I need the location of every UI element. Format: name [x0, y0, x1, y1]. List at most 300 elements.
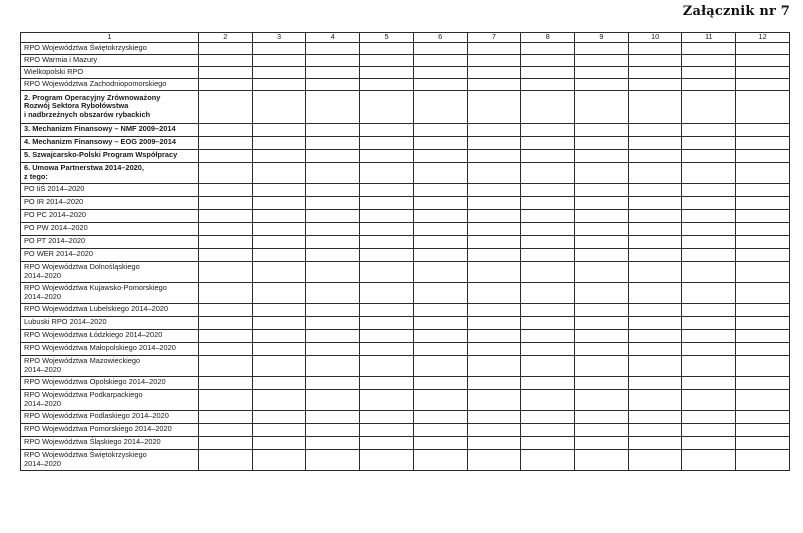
value-cell[interactable]	[521, 209, 575, 222]
value-cell[interactable]	[575, 222, 629, 235]
value-cell[interactable]	[306, 423, 360, 436]
value-cell[interactable]	[736, 162, 790, 183]
value-cell[interactable]	[521, 355, 575, 376]
value-cell[interactable]	[467, 248, 521, 261]
value-cell[interactable]	[628, 342, 682, 355]
value-cell[interactable]	[360, 90, 414, 123]
value-cell[interactable]	[306, 303, 360, 316]
value-cell[interactable]	[467, 261, 521, 282]
value-cell[interactable]	[682, 248, 736, 261]
value-cell[interactable]	[360, 209, 414, 222]
value-cell[interactable]	[306, 376, 360, 389]
value-cell[interactable]	[628, 248, 682, 261]
value-cell[interactable]	[682, 90, 736, 123]
value-cell[interactable]	[360, 248, 414, 261]
value-cell[interactable]	[628, 209, 682, 222]
value-cell[interactable]	[575, 123, 629, 136]
value-cell[interactable]	[413, 436, 467, 449]
value-cell[interactable]	[521, 389, 575, 410]
value-cell[interactable]	[199, 196, 253, 209]
value-cell[interactable]	[252, 355, 306, 376]
value-cell[interactable]	[252, 376, 306, 389]
value-cell[interactable]	[252, 183, 306, 196]
value-cell[interactable]	[682, 316, 736, 329]
value-cell[interactable]	[575, 389, 629, 410]
value-cell[interactable]	[199, 183, 253, 196]
value-cell[interactable]	[467, 316, 521, 329]
value-cell[interactable]	[575, 303, 629, 316]
value-cell[interactable]	[467, 42, 521, 54]
value-cell[interactable]	[682, 183, 736, 196]
value-cell[interactable]	[682, 282, 736, 303]
value-cell[interactable]	[413, 196, 467, 209]
value-cell[interactable]	[413, 235, 467, 248]
value-cell[interactable]	[413, 222, 467, 235]
value-cell[interactable]	[575, 209, 629, 222]
value-cell[interactable]	[628, 261, 682, 282]
value-cell[interactable]	[252, 42, 306, 54]
value-cell[interactable]	[413, 123, 467, 136]
value-cell[interactable]	[628, 196, 682, 209]
value-cell[interactable]	[521, 235, 575, 248]
value-cell[interactable]	[682, 423, 736, 436]
value-cell[interactable]	[682, 355, 736, 376]
value-cell[interactable]	[306, 54, 360, 66]
value-cell[interactable]	[199, 423, 253, 436]
value-cell[interactable]	[413, 162, 467, 183]
value-cell[interactable]	[360, 183, 414, 196]
value-cell[interactable]	[306, 355, 360, 376]
value-cell[interactable]	[467, 282, 521, 303]
value-cell[interactable]	[252, 54, 306, 66]
value-cell[interactable]	[360, 136, 414, 149]
value-cell[interactable]	[521, 449, 575, 470]
value-cell[interactable]	[521, 303, 575, 316]
value-cell[interactable]	[467, 389, 521, 410]
value-cell[interactable]	[413, 376, 467, 389]
value-cell[interactable]	[306, 436, 360, 449]
value-cell[interactable]	[467, 90, 521, 123]
value-cell[interactable]	[413, 342, 467, 355]
value-cell[interactable]	[252, 123, 306, 136]
value-cell[interactable]	[199, 66, 253, 78]
value-cell[interactable]	[521, 54, 575, 66]
value-cell[interactable]	[628, 235, 682, 248]
value-cell[interactable]	[306, 66, 360, 78]
value-cell[interactable]	[360, 342, 414, 355]
value-cell[interactable]	[628, 329, 682, 342]
value-cell[interactable]	[360, 149, 414, 162]
value-cell[interactable]	[413, 66, 467, 78]
value-cell[interactable]	[360, 162, 414, 183]
value-cell[interactable]	[736, 54, 790, 66]
value-cell[interactable]	[736, 66, 790, 78]
value-cell[interactable]	[360, 449, 414, 470]
value-cell[interactable]	[736, 149, 790, 162]
value-cell[interactable]	[575, 410, 629, 423]
value-cell[interactable]	[252, 66, 306, 78]
value-cell[interactable]	[467, 329, 521, 342]
value-cell[interactable]	[736, 248, 790, 261]
value-cell[interactable]	[682, 389, 736, 410]
value-cell[interactable]	[360, 222, 414, 235]
value-cell[interactable]	[575, 423, 629, 436]
value-cell[interactable]	[682, 196, 736, 209]
value-cell[interactable]	[628, 136, 682, 149]
value-cell[interactable]	[628, 423, 682, 436]
value-cell[interactable]	[521, 183, 575, 196]
value-cell[interactable]	[306, 42, 360, 54]
value-cell[interactable]	[413, 282, 467, 303]
value-cell[interactable]	[575, 149, 629, 162]
value-cell[interactable]	[736, 389, 790, 410]
value-cell[interactable]	[252, 248, 306, 261]
value-cell[interactable]	[682, 261, 736, 282]
value-cell[interactable]	[521, 123, 575, 136]
value-cell[interactable]	[413, 42, 467, 54]
value-cell[interactable]	[575, 136, 629, 149]
value-cell[interactable]	[199, 78, 253, 90]
value-cell[interactable]	[575, 316, 629, 329]
value-cell[interactable]	[199, 261, 253, 282]
value-cell[interactable]	[413, 355, 467, 376]
value-cell[interactable]	[467, 423, 521, 436]
value-cell[interactable]	[736, 78, 790, 90]
value-cell[interactable]	[360, 329, 414, 342]
value-cell[interactable]	[628, 123, 682, 136]
value-cell[interactable]	[306, 248, 360, 261]
value-cell[interactable]	[628, 355, 682, 376]
value-cell[interactable]	[360, 54, 414, 66]
value-cell[interactable]	[682, 410, 736, 423]
value-cell[interactable]	[306, 329, 360, 342]
value-cell[interactable]	[413, 209, 467, 222]
value-cell[interactable]	[682, 66, 736, 78]
value-cell[interactable]	[575, 342, 629, 355]
value-cell[interactable]	[736, 196, 790, 209]
value-cell[interactable]	[467, 376, 521, 389]
value-cell[interactable]	[306, 90, 360, 123]
value-cell[interactable]	[413, 329, 467, 342]
value-cell[interactable]	[199, 235, 253, 248]
value-cell[interactable]	[575, 355, 629, 376]
value-cell[interactable]	[736, 136, 790, 149]
value-cell[interactable]	[682, 449, 736, 470]
value-cell[interactable]	[252, 136, 306, 149]
value-cell[interactable]	[360, 355, 414, 376]
value-cell[interactable]	[682, 222, 736, 235]
value-cell[interactable]	[575, 376, 629, 389]
value-cell[interactable]	[252, 222, 306, 235]
value-cell[interactable]	[413, 90, 467, 123]
value-cell[interactable]	[467, 303, 521, 316]
value-cell[interactable]	[682, 123, 736, 136]
value-cell[interactable]	[467, 183, 521, 196]
value-cell[interactable]	[736, 222, 790, 235]
value-cell[interactable]	[736, 90, 790, 123]
value-cell[interactable]	[413, 183, 467, 196]
value-cell[interactable]	[413, 423, 467, 436]
value-cell[interactable]	[521, 42, 575, 54]
value-cell[interactable]	[306, 183, 360, 196]
value-cell[interactable]	[467, 162, 521, 183]
value-cell[interactable]	[306, 136, 360, 149]
value-cell[interactable]	[682, 42, 736, 54]
value-cell[interactable]	[575, 329, 629, 342]
value-cell[interactable]	[252, 436, 306, 449]
value-cell[interactable]	[628, 449, 682, 470]
value-cell[interactable]	[199, 329, 253, 342]
value-cell[interactable]	[736, 376, 790, 389]
value-cell[interactable]	[199, 123, 253, 136]
value-cell[interactable]	[413, 316, 467, 329]
value-cell[interactable]	[521, 410, 575, 423]
value-cell[interactable]	[306, 342, 360, 355]
value-cell[interactable]	[575, 162, 629, 183]
value-cell[interactable]	[306, 162, 360, 183]
value-cell[interactable]	[736, 235, 790, 248]
value-cell[interactable]	[252, 261, 306, 282]
value-cell[interactable]	[360, 196, 414, 209]
value-cell[interactable]	[521, 149, 575, 162]
value-cell[interactable]	[736, 261, 790, 282]
value-cell[interactable]	[682, 436, 736, 449]
value-cell[interactable]	[736, 183, 790, 196]
value-cell[interactable]	[252, 316, 306, 329]
value-cell[interactable]	[252, 209, 306, 222]
value-cell[interactable]	[628, 282, 682, 303]
value-cell[interactable]	[521, 196, 575, 209]
value-cell[interactable]	[575, 449, 629, 470]
value-cell[interactable]	[521, 329, 575, 342]
value-cell[interactable]	[252, 449, 306, 470]
value-cell[interactable]	[199, 355, 253, 376]
value-cell[interactable]	[521, 423, 575, 436]
value-cell[interactable]	[252, 196, 306, 209]
value-cell[interactable]	[467, 136, 521, 149]
value-cell[interactable]	[306, 316, 360, 329]
value-cell[interactable]	[199, 410, 253, 423]
value-cell[interactable]	[682, 209, 736, 222]
value-cell[interactable]	[360, 78, 414, 90]
value-cell[interactable]	[467, 78, 521, 90]
value-cell[interactable]	[413, 54, 467, 66]
value-cell[interactable]	[575, 90, 629, 123]
value-cell[interactable]	[521, 376, 575, 389]
value-cell[interactable]	[575, 66, 629, 78]
value-cell[interactable]	[575, 54, 629, 66]
value-cell[interactable]	[628, 436, 682, 449]
value-cell[interactable]	[736, 303, 790, 316]
value-cell[interactable]	[360, 123, 414, 136]
value-cell[interactable]	[199, 42, 253, 54]
value-cell[interactable]	[306, 222, 360, 235]
value-cell[interactable]	[682, 136, 736, 149]
value-cell[interactable]	[467, 123, 521, 136]
value-cell[interactable]	[467, 355, 521, 376]
value-cell[interactable]	[575, 436, 629, 449]
value-cell[interactable]	[413, 248, 467, 261]
value-cell[interactable]	[413, 303, 467, 316]
value-cell[interactable]	[521, 342, 575, 355]
value-cell[interactable]	[521, 261, 575, 282]
value-cell[interactable]	[467, 149, 521, 162]
value-cell[interactable]	[575, 248, 629, 261]
value-cell[interactable]	[628, 222, 682, 235]
value-cell[interactable]	[360, 423, 414, 436]
value-cell[interactable]	[628, 316, 682, 329]
value-cell[interactable]	[306, 209, 360, 222]
value-cell[interactable]	[252, 303, 306, 316]
value-cell[interactable]	[736, 209, 790, 222]
value-cell[interactable]	[628, 389, 682, 410]
value-cell[interactable]	[682, 235, 736, 248]
value-cell[interactable]	[575, 42, 629, 54]
value-cell[interactable]	[467, 449, 521, 470]
value-cell[interactable]	[199, 248, 253, 261]
value-cell[interactable]	[306, 449, 360, 470]
value-cell[interactable]	[682, 162, 736, 183]
value-cell[interactable]	[736, 342, 790, 355]
value-cell[interactable]	[682, 303, 736, 316]
value-cell[interactable]	[199, 90, 253, 123]
value-cell[interactable]	[736, 423, 790, 436]
value-cell[interactable]	[628, 410, 682, 423]
value-cell[interactable]	[360, 316, 414, 329]
value-cell[interactable]	[413, 410, 467, 423]
value-cell[interactable]	[682, 342, 736, 355]
value-cell[interactable]	[575, 183, 629, 196]
value-cell[interactable]	[252, 149, 306, 162]
value-cell[interactable]	[252, 342, 306, 355]
value-cell[interactable]	[521, 162, 575, 183]
value-cell[interactable]	[306, 196, 360, 209]
value-cell[interactable]	[575, 78, 629, 90]
value-cell[interactable]	[467, 222, 521, 235]
value-cell[interactable]	[360, 282, 414, 303]
value-cell[interactable]	[575, 196, 629, 209]
value-cell[interactable]	[736, 355, 790, 376]
value-cell[interactable]	[306, 261, 360, 282]
value-cell[interactable]	[306, 282, 360, 303]
value-cell[interactable]	[306, 149, 360, 162]
value-cell[interactable]	[736, 449, 790, 470]
value-cell[interactable]	[199, 54, 253, 66]
value-cell[interactable]	[628, 66, 682, 78]
value-cell[interactable]	[575, 235, 629, 248]
value-cell[interactable]	[628, 376, 682, 389]
value-cell[interactable]	[736, 436, 790, 449]
value-cell[interactable]	[360, 261, 414, 282]
value-cell[interactable]	[306, 235, 360, 248]
value-cell[interactable]	[199, 282, 253, 303]
value-cell[interactable]	[199, 449, 253, 470]
value-cell[interactable]	[252, 162, 306, 183]
value-cell[interactable]	[199, 209, 253, 222]
value-cell[interactable]	[628, 303, 682, 316]
value-cell[interactable]	[736, 316, 790, 329]
value-cell[interactable]	[521, 436, 575, 449]
value-cell[interactable]	[199, 136, 253, 149]
value-cell[interactable]	[736, 42, 790, 54]
value-cell[interactable]	[575, 282, 629, 303]
value-cell[interactable]	[252, 282, 306, 303]
value-cell[interactable]	[682, 376, 736, 389]
value-cell[interactable]	[682, 78, 736, 90]
value-cell[interactable]	[360, 436, 414, 449]
value-cell[interactable]	[521, 90, 575, 123]
value-cell[interactable]	[306, 123, 360, 136]
value-cell[interactable]	[521, 136, 575, 149]
value-cell[interactable]	[467, 196, 521, 209]
value-cell[interactable]	[628, 42, 682, 54]
value-cell[interactable]	[521, 316, 575, 329]
value-cell[interactable]	[360, 66, 414, 78]
value-cell[interactable]	[306, 410, 360, 423]
value-cell[interactable]	[360, 42, 414, 54]
value-cell[interactable]	[736, 410, 790, 423]
value-cell[interactable]	[199, 342, 253, 355]
value-cell[interactable]	[467, 54, 521, 66]
value-cell[interactable]	[682, 329, 736, 342]
value-cell[interactable]	[682, 149, 736, 162]
value-cell[interactable]	[360, 376, 414, 389]
value-cell[interactable]	[736, 123, 790, 136]
value-cell[interactable]	[521, 66, 575, 78]
value-cell[interactable]	[306, 389, 360, 410]
value-cell[interactable]	[252, 235, 306, 248]
value-cell[interactable]	[521, 282, 575, 303]
value-cell[interactable]	[199, 162, 253, 183]
value-cell[interactable]	[199, 222, 253, 235]
value-cell[interactable]	[736, 282, 790, 303]
value-cell[interactable]	[628, 78, 682, 90]
value-cell[interactable]	[252, 329, 306, 342]
value-cell[interactable]	[252, 410, 306, 423]
value-cell[interactable]	[467, 436, 521, 449]
value-cell[interactable]	[682, 54, 736, 66]
value-cell[interactable]	[199, 389, 253, 410]
value-cell[interactable]	[575, 261, 629, 282]
value-cell[interactable]	[199, 316, 253, 329]
value-cell[interactable]	[199, 436, 253, 449]
value-cell[interactable]	[413, 78, 467, 90]
value-cell[interactable]	[467, 342, 521, 355]
value-cell[interactable]	[252, 389, 306, 410]
value-cell[interactable]	[736, 329, 790, 342]
value-cell[interactable]	[413, 449, 467, 470]
value-cell[interactable]	[628, 90, 682, 123]
value-cell[interactable]	[252, 78, 306, 90]
value-cell[interactable]	[628, 54, 682, 66]
value-cell[interactable]	[628, 162, 682, 183]
value-cell[interactable]	[360, 410, 414, 423]
value-cell[interactable]	[521, 248, 575, 261]
value-cell[interactable]	[521, 222, 575, 235]
value-cell[interactable]	[628, 183, 682, 196]
value-cell[interactable]	[467, 66, 521, 78]
value-cell[interactable]	[467, 410, 521, 423]
value-cell[interactable]	[360, 235, 414, 248]
value-cell[interactable]	[413, 389, 467, 410]
value-cell[interactable]	[413, 261, 467, 282]
value-cell[interactable]	[306, 78, 360, 90]
value-cell[interactable]	[467, 209, 521, 222]
value-cell[interactable]	[199, 303, 253, 316]
value-cell[interactable]	[360, 303, 414, 316]
value-cell[interactable]	[252, 90, 306, 123]
value-cell[interactable]	[199, 149, 253, 162]
